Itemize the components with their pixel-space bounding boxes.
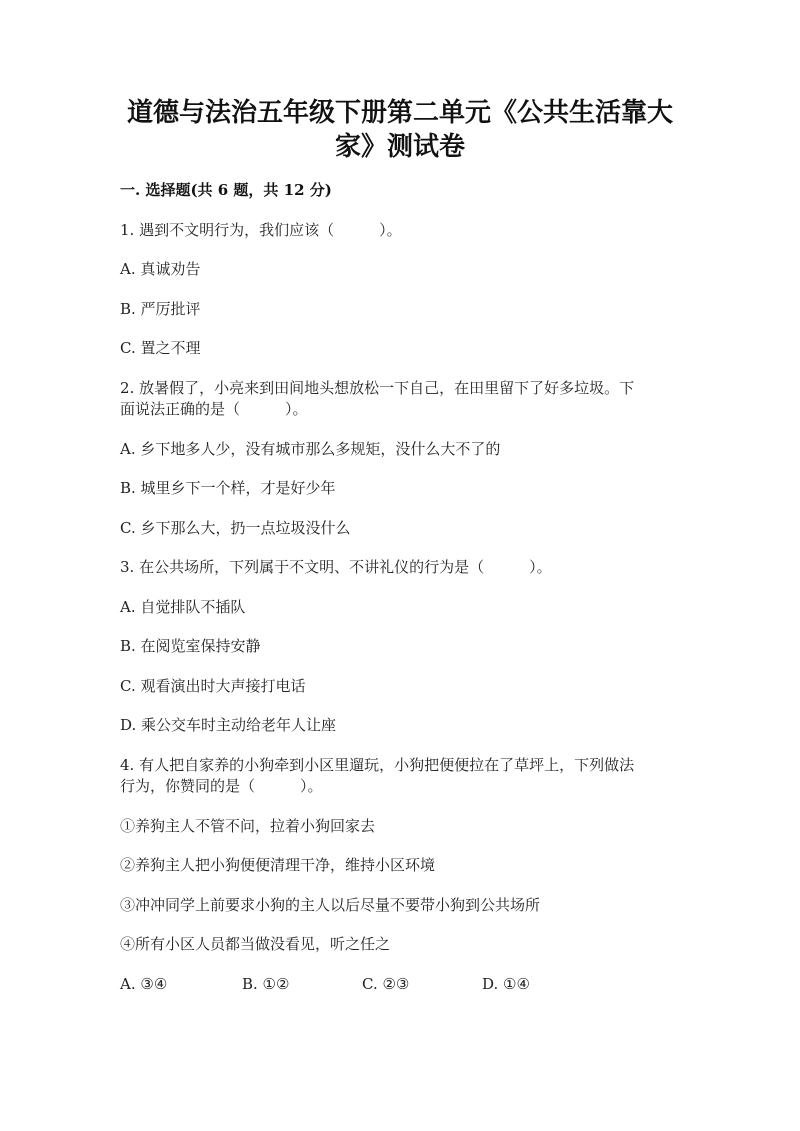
question-4-option-c: C. ②③: [362, 975, 410, 993]
page-title: [100, 96, 700, 164]
question-4-statement-1: ①养狗主人不管不问，拉着小狗回家去: [120, 817, 376, 835]
question-3-stem: 3. 在公共场所，下列属于不文明、不讲礼仪的行为是（ ）。: [120, 558, 552, 576]
question-4-option-d: D. ①④: [482, 975, 530, 993]
question-4-statement-4: ④所有小区人员都当做没看见，听之任之: [120, 935, 391, 953]
question-4-statement-3: ③冲冲同学上前要求小狗的主人以后尽量不要带小狗到公共场所: [120, 896, 541, 914]
title-line-2: 家》测试卷: [334, 132, 465, 162]
question-2-stem-line-2: 面说法正确的是（ ）。: [120, 400, 308, 418]
question-4-option-b: B. ①②: [242, 975, 290, 993]
question-4-option-a: A. ③④: [120, 975, 168, 993]
question-3-option-a: A. 自觉排队不插队: [120, 598, 246, 616]
title-line-1: 道德与法治五年级下册第二单元《公共生活靠大: [126, 98, 673, 128]
question-3-option-b: B. 在阅览室保持安静: [120, 637, 261, 655]
section-heading: 一. 选择题(共 6 题，共 12 分): [120, 181, 332, 199]
question-2-option-b: B. 城里乡下一个样，才是好少年: [120, 479, 336, 497]
question-2-option-c: C. 乡下那么大，扔一点垃圾没什么: [120, 519, 351, 537]
question-3-option-d: D. 乘公交车时主动给老年人让座: [120, 716, 337, 734]
question-4-stem-line-2: 行为，你赞同的是（ ）。: [120, 777, 323, 795]
question-1-option-b: B. 严厉批评: [120, 300, 201, 318]
question-1-option-a: A. 真诚劝告: [120, 260, 201, 278]
question-1-option-c: C. 置之不理: [120, 339, 201, 357]
question-4-statement-2: ②养狗主人把小狗便便清理干净，维持小区环境: [120, 856, 436, 874]
question-2-stem-line-1: 2. 放暑假了，小亮来到田间地头想放松一下自己，在田里留下了好多垃圾。下: [120, 379, 635, 397]
question-4-options: [120, 974, 680, 994]
question-2-option-a: A. 乡下地多人少，没有城市那么多规矩，没什么大不了的: [120, 440, 501, 458]
question-3-option-c: C. 观看演出时大声接打电话: [120, 677, 306, 695]
question-1-stem: 1. 遇到不文明行为，我们应该（ ）。: [120, 221, 402, 239]
question-4-stem-line-1: 4. 有人把自家养的小狗牵到小区里遛玩，小狗把便便拉在了草坪上，下列做法: [120, 756, 635, 774]
